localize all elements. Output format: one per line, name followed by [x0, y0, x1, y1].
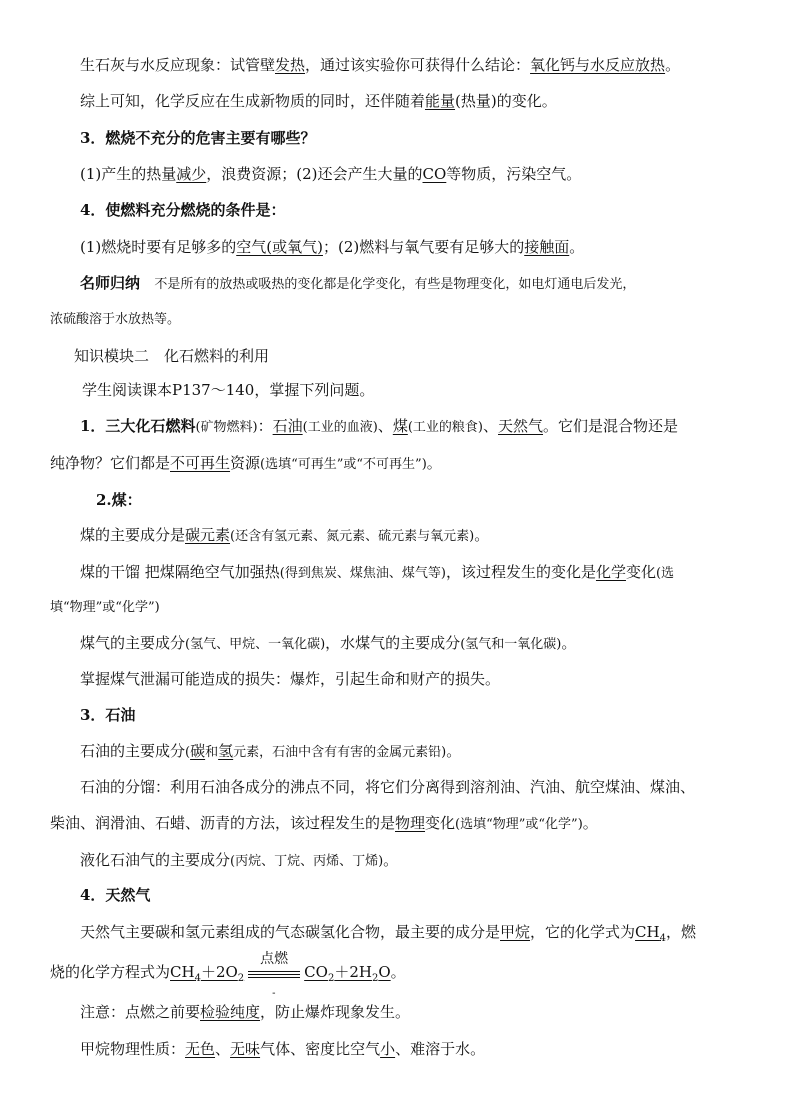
note-text: (工业的血液): [302, 420, 378, 435]
text: 、: [482, 417, 498, 435]
text: 纯净物？它们都是: [50, 454, 171, 472]
text-line: [50, 453, 442, 475]
text: ；(2)燃料与氧气要有足够大的: [322, 238, 525, 256]
text: 、: [377, 417, 393, 435]
text: ，水煤气的主要成分: [325, 634, 461, 652]
text: 3．石油: [80, 706, 136, 724]
answer-blank: 不可再生: [170, 454, 231, 472]
note-text: (得到焦炭、煤焦油、煤气等): [279, 566, 446, 581]
text-line: [80, 91, 557, 111]
text: 1．三大化石燃料: [80, 417, 196, 435]
text: ，它的化学式为: [530, 923, 636, 941]
text-line: [80, 55, 680, 75]
text: 。: [426, 454, 442, 472]
answer-blank: 煤: [392, 417, 408, 435]
note-text: (选填“物理”或“化学”): [455, 817, 583, 832]
answer-blank: 碳元素: [185, 526, 231, 544]
note-text: (氢气、甲烷、一氧化碳): [185, 637, 326, 652]
text: ＋2H: [334, 963, 372, 981]
text: 学生阅读课本P137～140，掌握下列问题。: [82, 381, 375, 399]
text-line: [50, 598, 160, 618]
answer-blank: 能量: [425, 92, 456, 110]
text-line: [80, 525, 489, 547]
answer-blank: 发热: [275, 56, 306, 74]
answer-blank: 接触面: [524, 238, 570, 256]
note-text: 填“物理”或“化学”): [50, 600, 160, 615]
text: 天然气主要碳和氢元素组成的气态碳氢化合物，最主要的成分是: [80, 923, 501, 941]
formula-blank: [635, 923, 666, 944]
text: 知识模块二 化石燃料的利用: [74, 347, 270, 365]
text: CH: [635, 923, 660, 941]
equals-line: [248, 974, 300, 975]
text-line: [80, 633, 576, 655]
answer-blank: 检验纯度: [200, 1003, 261, 1021]
answer-blank: 碳: [190, 742, 206, 760]
question-heading: [80, 128, 315, 148]
answer-blank: 氢: [218, 742, 234, 760]
answer-blank: 氧化钙与水反应放热: [530, 56, 666, 74]
text-line: [80, 237, 584, 257]
note-text: (: [185, 745, 191, 760]
text: 变化: [425, 814, 456, 832]
text: ，该过程发生的变化是: [445, 563, 596, 581]
text: 柴油、润滑油、石蜡、沥青的方法，该过程发生的是: [50, 814, 396, 832]
text: 生石灰与水反应现象：试管壁: [80, 56, 276, 74]
text: 4．使燃料充分燃烧的条件是：: [80, 201, 286, 219]
subscript: 2: [237, 973, 245, 984]
subscript: 2: [327, 973, 335, 984]
text-line: [50, 813, 598, 835]
text: 。: [446, 742, 462, 760]
reaction-condition: [248, 951, 300, 999]
equals-line: [248, 977, 300, 978]
note-text: (丙烷、丁烷、丙烯、丁烯): [230, 854, 384, 869]
answer-blank: 小: [380, 1040, 396, 1058]
answer-blank: 无味: [230, 1040, 261, 1058]
condition-text: 点燃: [260, 951, 289, 967]
text: 掌握煤气泄漏可能造成的损失：爆炸，引起生命和财产的损失。: [80, 670, 501, 688]
text: O: [378, 963, 391, 981]
note-text: (工业的粮食): [407, 420, 483, 435]
text: 煤的干馏 把煤隔绝空气加强热: [80, 563, 280, 581]
note-text: (氢气和一氧化碳): [460, 637, 562, 652]
text: 。: [582, 814, 598, 832]
text-line: [80, 922, 696, 949]
text-line: [80, 850, 398, 872]
note-text: 和: [205, 745, 219, 760]
subscript: 2: [371, 973, 379, 984]
text: 。它们是混合物还是: [543, 417, 679, 435]
text: CH: [170, 963, 195, 981]
text: ，防止爆炸现象发生。: [260, 1003, 411, 1021]
section-heading: [74, 346, 269, 366]
text: 。: [561, 634, 577, 652]
sub-heading: [96, 490, 142, 510]
text: 。: [569, 238, 585, 256]
text-line: [82, 380, 374, 400]
note-text: (矿物燃料): [195, 420, 258, 435]
question-heading: [80, 200, 285, 220]
answer-blank: 化学: [595, 563, 626, 581]
text: 。: [474, 526, 490, 544]
subscript: 4: [194, 973, 201, 984]
note-text: (选: [655, 566, 675, 581]
text-line: [80, 669, 500, 689]
equals-line: [248, 971, 300, 972]
text-line: [80, 416, 678, 438]
answer-blank: 物理: [395, 814, 426, 832]
text: 、: [215, 1040, 231, 1058]
note-text: 不是所有的放热或吸热的变化都是化学变化，有些是物理变化，如电灯通电后发光，: [154, 277, 636, 292]
text: 、难溶于水。: [395, 1040, 486, 1058]
text-line: [80, 741, 461, 763]
text-line: [80, 777, 695, 797]
reactants: [170, 963, 245, 984]
text-line: [80, 562, 674, 584]
text: 煤的主要成分是: [80, 526, 186, 544]
sub-heading: [80, 705, 135, 725]
text-line: [50, 310, 180, 330]
tick-mark: -: [272, 988, 276, 999]
answer-blank: 无色: [185, 1040, 216, 1058]
answer-blank: 减少: [176, 165, 207, 183]
products: [304, 963, 391, 984]
text: 资源: [230, 454, 261, 472]
summary-label: 名师归纳: [80, 274, 141, 292]
text: 石油的主要成分: [80, 742, 186, 760]
note-text: (还含有氢元素、氮元素、硫元素与氧元素): [230, 529, 475, 544]
text: ，燃: [665, 923, 696, 941]
text: 3．燃烧不充分的危害主要有哪些？: [80, 129, 316, 147]
note-text: 元素，石油中含有有害的金属元素铅): [233, 745, 447, 760]
text: 煤气的主要成分: [80, 634, 186, 652]
answer-blank: 甲烷: [500, 923, 531, 941]
text: ，通过该实验你可获得什么结论：: [305, 56, 531, 74]
equation-line: [50, 951, 406, 999]
text: (热量)的变化。: [455, 92, 557, 110]
answer-blank: CO: [422, 165, 447, 183]
text: 4．天然气: [80, 886, 151, 904]
text-line: [80, 1002, 410, 1022]
text: 石油的分馏：利用石油各成分的沸点不同，将它们分离得到溶剂油、汽油、航空煤油、煤油、: [80, 778, 696, 796]
text: 甲烷物理性质：: [80, 1040, 186, 1058]
text: 。: [665, 56, 681, 74]
text: 液化石油气的主要成分: [80, 851, 231, 869]
text: 烧的化学方程式为: [50, 963, 171, 981]
text: 等物质，污染空气。: [446, 165, 582, 183]
text: 2.煤：: [96, 491, 142, 509]
text: (1)产生的热量: [80, 165, 177, 183]
text: 变化: [625, 563, 656, 581]
text-line: [80, 1039, 485, 1059]
text: CO: [304, 963, 328, 981]
answer-blank: 石油: [272, 417, 303, 435]
text: (1)燃烧时要有足够多的: [80, 238, 237, 256]
text: 。: [390, 963, 406, 981]
text: ：: [257, 417, 273, 435]
text: 。: [383, 851, 399, 869]
note-text: (选填“可再生”或“不可再生”): [260, 457, 427, 472]
text: 综上可知，化学反应在生成新物质的同时，还伴随着: [80, 92, 426, 110]
subscript: 4: [659, 933, 666, 944]
text: 注意：点燃之前要: [80, 1003, 201, 1021]
answer-blank: 天然气: [498, 417, 544, 435]
text: 气体、密度比空气: [260, 1040, 381, 1058]
sub-heading: [80, 885, 150, 905]
summary-note: [80, 273, 635, 295]
answer-blank: 空气(或氧气): [236, 238, 323, 256]
text-line: [80, 164, 581, 184]
text: ＋2O: [200, 963, 238, 981]
text: ，浪费资源；(2)还会产生大量的: [206, 165, 423, 183]
note-text: 浓硫酸溶于水放热等。: [50, 312, 181, 327]
